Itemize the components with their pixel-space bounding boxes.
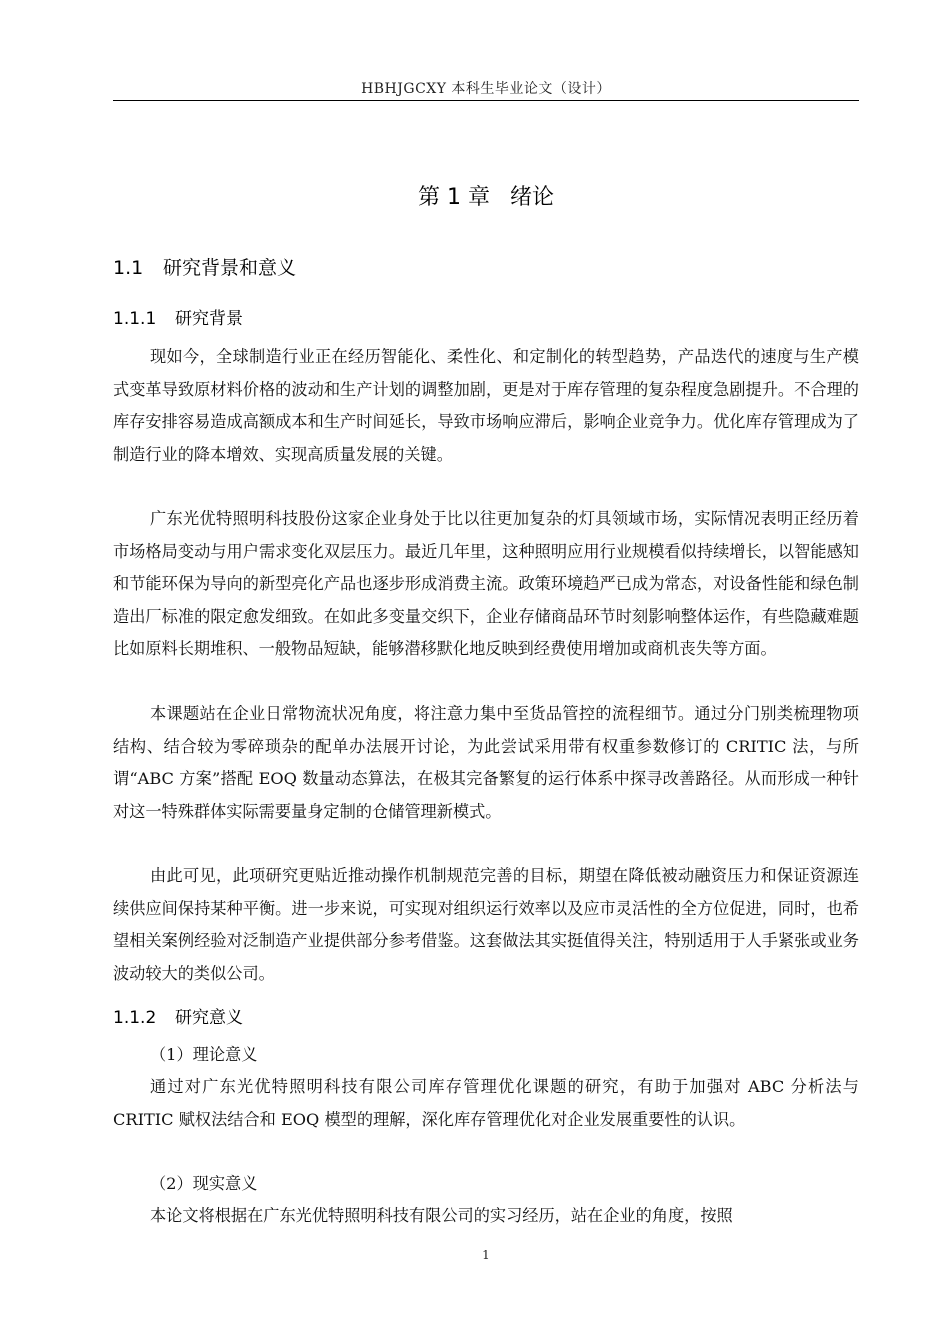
page-number: 1 bbox=[482, 1248, 490, 1262]
section-title: 研究背景和意义 bbox=[163, 257, 297, 279]
header-rule bbox=[113, 100, 859, 101]
paragraph: 由此可见，此项研究更贴近推动操作机制规范完善的目标，期望在降低被动融资压力和保证资源连续供应间保持某种平衡。进一步来说，可实现对组织运行效率以及应市灵活性的全方位促进，同时，也希望相关案例经验对泛制造产业提供部分参考借鉴。这套做法其实挺值得关注，特别适用于人手紧张或业务波动较大的类似公司。 bbox=[113, 866, 859, 983]
paragraph: 通过对广东光优特照明科技有限公司库存管理优化课题的研究，有助于加强对 ABC 分析法与 CRITIC 赋权法结合和 EOQ 模型的理解，深化库存管理优化对企业发展重要性的认识。 bbox=[113, 1077, 859, 1129]
subsection-title: 研究背景 bbox=[175, 309, 243, 329]
chapter-title bbox=[113, 180, 859, 211]
paragraph: 本课题站在企业日常物流状况角度，将注意力集中至货品管控的流程细节。通过分门别类梳理物项结构、结合较为零碎琐杂的配单办法展开讨论，为此尝试采用带有权重参数修订的 CRITIC 法，与所谓“ABC 方案”搭配 EOQ 数量动态算法，在极其完备繁复的运行体系中探寻改善路径。从而形成一种针对这一特殊群体实际需要量身定制的仓储管理新模式。 bbox=[113, 704, 859, 821]
section-number: 1.1 bbox=[113, 257, 144, 279]
subsection-title: 研究意义 bbox=[175, 1008, 243, 1028]
subsection-heading-1-1-2 bbox=[113, 1003, 243, 1028]
paragraph: 广东光优特照明科技股份这家企业身处于比以往更加复杂的灯具领域市场，实际情况表明正经历着市场格局变动与用户需求变化双层压力。最近几年里，这种照明应用行业规模看似持续增长，以智能感知和节能环保为导向的新型亮化产品也逐步形成消费主流。政策环境趋严已成为常态，对设备性能和绿色制造出厂标准的限定愈发细致。在如此多变量交织下，企业存储商品环节时刻影响整体运作，有些隐藏难题比如原料长期堆积、一般物品短缺，能够潜移默化地反映到经费使用增加或商机丧失等方面。 bbox=[113, 509, 859, 658]
section-heading-1-1 bbox=[113, 253, 296, 280]
list-item-label: （2）现实意义 bbox=[150, 1174, 258, 1193]
paragraph: 现如今，全球制造行业正在经历智能化、柔性化、和定制化的转型趋势，产品迭代的速度与生产模式变革导致原材料价格的波动和生产计划的调整加剧，更是对于库存管理的复杂程度急剧提升。不合理的库存安排容易造成高额成本和生产时间延长，导致市场响应滞后，影响企业竞争力。优化库存管理成为了制造行业的降本增效、实现高质量发展的关键。 bbox=[113, 347, 859, 464]
subsection-heading-1-1-1 bbox=[113, 304, 243, 329]
chapter-number: 第 1 章 bbox=[418, 185, 490, 210]
running-header: HBHJGCXY 本科生毕业论文（设计） bbox=[361, 81, 611, 97]
subsection-number: 1.1.1 bbox=[113, 309, 157, 329]
subsection-number: 1.1.2 bbox=[113, 1008, 157, 1028]
chapter-name: 绪论 bbox=[509, 185, 554, 210]
paragraph: 本论文将根据在广东光优特照明科技有限公司的实习经历，站在企业的角度，按照 bbox=[150, 1206, 733, 1225]
list-item-label: （1）理论意义 bbox=[150, 1045, 258, 1064]
